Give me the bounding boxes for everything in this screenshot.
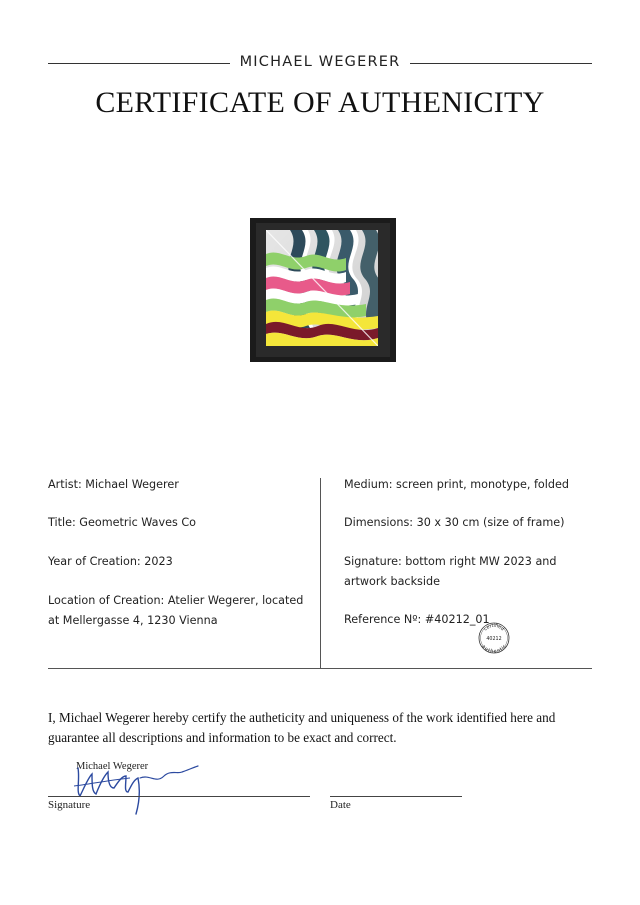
details-column-divider — [320, 478, 321, 668]
certified-stamp-icon — [478, 622, 510, 654]
location-field: Location of Creation: Atelier Wegerer, located at Mellergasse 4, 1230 Vienna — [48, 594, 304, 627]
date-label: Date — [330, 799, 351, 811]
stamp-number: 40212 — [486, 637, 502, 642]
certification-statement: I, Michael Wegerer hereby certify the autheticity and uniqueness of the work identified here and guarantee all descriptions and information to be exact and correct. — [48, 710, 556, 745]
artist-name-header: MICHAEL WEGERER — [239, 54, 401, 70]
svg-text:authentic: authentic — [480, 644, 508, 654]
year-field: Year of Creation: 2023 — [48, 555, 173, 568]
artist-field: Artist: Michael Wegerer — [48, 478, 179, 491]
signer-printed-name: Michael Wegerer — [76, 761, 149, 772]
certificate-title: CERTIFICATE OF AUTHENICITY — [95, 86, 545, 119]
svg-text:certified: certified — [483, 623, 505, 633]
medium-field: Medium: screen print, monotype, folded — [344, 478, 569, 491]
signature-line — [48, 796, 310, 797]
signature-field: Signature: bottom right MW 2023 and artwork backside — [344, 555, 557, 588]
framed-artwork-image — [250, 218, 396, 362]
reference-field: Reference Nº: #40212_01 — [344, 613, 490, 626]
title-field: Title: Geometric Waves Co — [48, 516, 197, 529]
date-line — [330, 796, 462, 797]
signature-label: Signature — [48, 799, 91, 811]
dimensions-field: Dimensions: 30 x 30 cm (size of frame) — [344, 516, 565, 529]
details-bottom-rule — [48, 668, 592, 669]
handwritten-signature-icon — [70, 758, 210, 818]
